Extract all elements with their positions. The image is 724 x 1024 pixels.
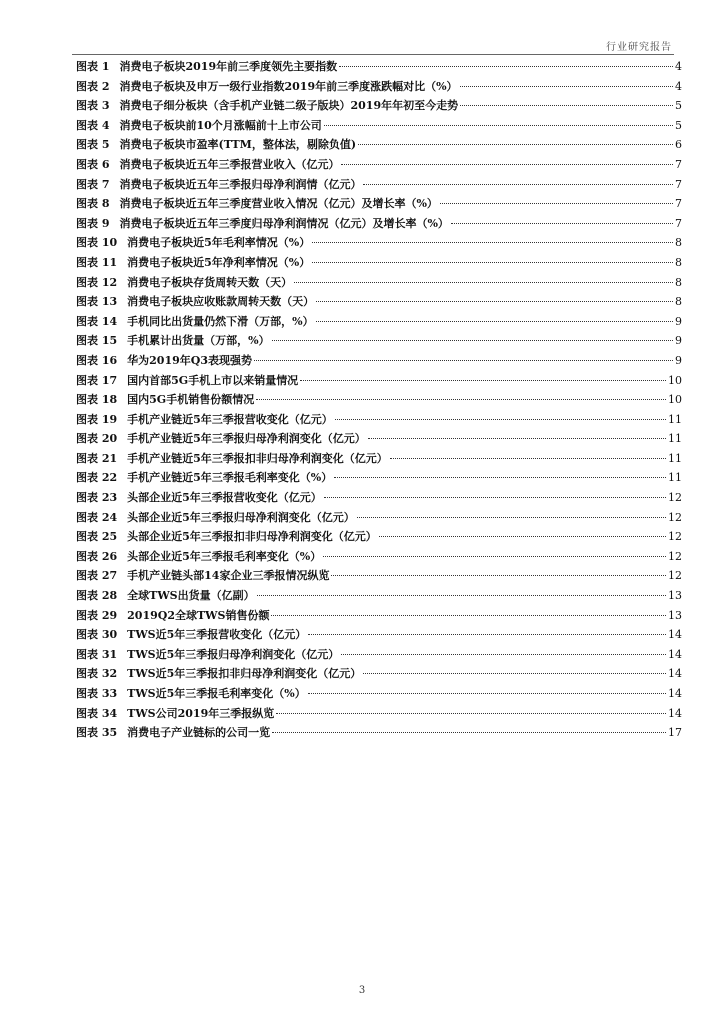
toc-dot-leader xyxy=(312,242,673,243)
toc-entry[interactable] xyxy=(76,254,682,274)
toc-entry-title: 国内首部5G手机上市以来销量情况 xyxy=(127,373,299,387)
toc-dot-leader xyxy=(390,458,666,459)
toc-entry-title: TWS近5年三季报营收变化（亿元） xyxy=(127,628,307,642)
toc-entry-page: 11 xyxy=(668,432,682,446)
toc-dot-leader xyxy=(300,380,666,381)
toc-entry[interactable] xyxy=(76,58,682,78)
toc-dot-leader xyxy=(254,360,673,361)
toc-entry-page: 12 xyxy=(668,549,682,563)
toc-dot-leader xyxy=(331,575,666,576)
toc-entry[interactable] xyxy=(76,78,682,98)
toc-entry-number: 图表 35 xyxy=(76,726,118,740)
toc-entry[interactable] xyxy=(76,176,682,196)
toc-entry-title: TWS近5年三季报归母净利润变化（亿元） xyxy=(127,647,340,661)
toc-entry-number: 图表 6 xyxy=(76,157,110,171)
toc-entry-title: 2019Q2全球TWS销售份额 xyxy=(127,608,270,622)
toc-entry[interactable] xyxy=(76,705,682,725)
toc-entry-title: 国内5G手机销售份额情况 xyxy=(127,393,255,407)
toc-dot-leader xyxy=(363,184,673,185)
toc-dot-leader xyxy=(339,66,673,67)
toc-dot-leader xyxy=(341,654,666,655)
toc-entry[interactable] xyxy=(76,489,682,509)
toc-entry[interactable] xyxy=(76,509,682,529)
toc-dot-leader xyxy=(272,732,666,733)
toc-entry-number: 图表 23 xyxy=(76,491,118,505)
figure-list xyxy=(76,58,682,744)
toc-entry-title: TWS公司2019年三季报纵览 xyxy=(127,706,275,720)
toc-dot-leader xyxy=(316,301,673,302)
toc-entry-page: 8 xyxy=(675,255,682,269)
toc-dot-leader xyxy=(294,282,673,283)
toc-entry-number: 图表 24 xyxy=(76,510,118,524)
toc-dot-leader xyxy=(368,438,666,439)
toc-entry-number: 图表 20 xyxy=(76,432,118,446)
toc-entry-title: 华为2019年Q3表现强势 xyxy=(127,353,252,367)
toc-dot-leader xyxy=(451,223,673,224)
toc-entry-title: 手机产业链近5年三季报归母净利润变化（亿元） xyxy=(127,432,366,446)
toc-dot-leader xyxy=(335,419,666,420)
toc-entry[interactable] xyxy=(76,665,682,685)
toc-entry-page: 7 xyxy=(675,177,682,191)
toc-entry[interactable] xyxy=(76,97,682,117)
toc-entry-page: 12 xyxy=(668,569,682,583)
header-divider xyxy=(72,54,674,55)
toc-entry-page: 7 xyxy=(675,157,682,171)
toc-entry-page: 9 xyxy=(675,353,682,367)
toc-entry[interactable] xyxy=(76,607,682,627)
toc-dot-leader xyxy=(323,556,666,557)
toc-entry-page: 4 xyxy=(675,60,682,73)
toc-entry[interactable] xyxy=(76,587,682,607)
toc-entry-title: 手机产业链近5年三季报毛利率变化（%） xyxy=(127,471,333,485)
toc-dot-leader xyxy=(316,321,673,322)
toc-entry-number: 图表 11 xyxy=(76,255,118,269)
toc-entry-title: 头部企业近5年三季报毛利率变化（%） xyxy=(127,549,322,563)
toc-dot-leader xyxy=(379,536,666,537)
toc-dot-leader xyxy=(334,477,666,478)
toc-entry[interactable] xyxy=(76,411,682,431)
toc-entry-page: 11 xyxy=(668,451,682,465)
toc-entry-page: 7 xyxy=(675,216,682,230)
toc-entry[interactable] xyxy=(76,293,682,313)
toc-dot-leader xyxy=(460,105,673,106)
toc-entry-number: 图表 2 xyxy=(76,79,110,93)
toc-entry-number: 图表 29 xyxy=(76,608,118,622)
toc-dot-leader xyxy=(256,399,666,400)
toc-entry-page: 14 xyxy=(668,667,682,681)
toc-dot-leader xyxy=(271,615,666,616)
toc-entry-page: 5 xyxy=(675,118,682,132)
report-header: 行业研究报告 xyxy=(606,42,672,53)
toc-entry-number: 图表 4 xyxy=(76,118,110,132)
toc-entry[interactable] xyxy=(76,548,682,568)
toc-entry-number: 图表 9 xyxy=(76,216,110,230)
toc-entry-page: 8 xyxy=(675,236,682,250)
toc-entry-title: 消费电子板块市盈率(TTM，整体法，剔除负值) xyxy=(119,138,357,152)
toc-entry-number: 图表 32 xyxy=(76,667,118,681)
toc-entry-number: 图表 14 xyxy=(76,314,118,328)
toc-dot-leader xyxy=(357,517,666,518)
toc-entry-number: 图表 15 xyxy=(76,334,118,348)
toc-entry-title: 消费电子板块2019年前三季度领先主要指数 xyxy=(119,60,338,73)
toc-entry-number: 图表 31 xyxy=(76,647,118,661)
toc-entry[interactable] xyxy=(76,567,682,587)
toc-entry-number: 图表 3 xyxy=(76,99,110,113)
toc-entry-title: 消费电子产业链标的公司一览 xyxy=(127,726,271,740)
toc-entry-page: 10 xyxy=(668,393,682,407)
toc-entry-number: 图表 30 xyxy=(76,628,118,642)
toc-entry-page: 17 xyxy=(668,726,682,740)
toc-entry-number: 图表 26 xyxy=(76,549,118,563)
toc-dot-leader xyxy=(308,693,666,694)
toc-entry-title: 消费电子板块存货周转天数（天） xyxy=(127,275,293,289)
toc-entry-page: 13 xyxy=(668,589,682,603)
toc-entry-page: 8 xyxy=(675,295,682,309)
toc-entry-page: 11 xyxy=(668,412,682,426)
toc-entry-page: 14 xyxy=(668,647,682,661)
toc-entry-title: 手机产业链近5年三季报营收变化（亿元） xyxy=(127,412,333,426)
toc-entry[interactable] xyxy=(76,215,682,235)
toc-entry-title: 消费电子板块应收账款周转天数（天） xyxy=(127,295,315,309)
toc-entry-title: 消费电子板块前10个月涨幅前十上市公司 xyxy=(119,118,322,132)
toc-entry[interactable] xyxy=(76,136,682,156)
toc-entry-title: 消费电子板块近五年三季度归母净利润情况（亿元）及增长率（%） xyxy=(119,216,449,230)
toc-entry-number: 图表 22 xyxy=(76,471,118,485)
toc-entry[interactable] xyxy=(76,724,682,744)
toc-entry[interactable] xyxy=(76,234,682,254)
toc-entry[interactable] xyxy=(76,156,682,176)
toc-entry-number: 图表 7 xyxy=(76,177,110,191)
toc-entry[interactable] xyxy=(76,195,682,215)
toc-entry-title: 消费电子板块近五年三季报营业收入（亿元） xyxy=(119,157,340,171)
toc-entry-page: 13 xyxy=(668,608,682,622)
toc-entry[interactable] xyxy=(76,450,682,470)
toc-entry-number: 图表 1 xyxy=(76,60,110,73)
toc-entry[interactable] xyxy=(76,469,682,489)
toc-dot-leader xyxy=(324,497,666,498)
page-number: 3 xyxy=(358,985,366,996)
toc-entry-number: 图表 12 xyxy=(76,275,118,289)
toc-dot-leader xyxy=(460,86,673,87)
toc-entry[interactable] xyxy=(76,391,682,411)
toc-entry-number: 图表 27 xyxy=(76,569,118,583)
toc-entry-title: 消费电子板块近5年净利率情况（%） xyxy=(127,255,311,269)
toc-entry-number: 图表 25 xyxy=(76,530,118,544)
toc-entry-title: 消费电子细分板块（含手机产业链二级子版块）2019年年初至今走势 xyxy=(119,99,459,113)
toc-entry-page: 10 xyxy=(668,373,682,387)
toc-entry-number: 图表 18 xyxy=(76,393,118,407)
toc-entry-page: 12 xyxy=(668,530,682,544)
toc-entry[interactable] xyxy=(76,313,682,333)
toc-entry[interactable] xyxy=(76,332,682,352)
toc-entry-title: 手机同比出货量仍然下滑（万部，%） xyxy=(127,314,314,328)
toc-entry-title: 消费电子板块近5年毛利率情况（%） xyxy=(127,236,311,250)
toc-entry-number: 图表 19 xyxy=(76,412,118,426)
toc-entry-title: 手机累计出货量（万部，%） xyxy=(127,334,270,348)
toc-entry-number: 图表 8 xyxy=(76,197,110,211)
toc-entry-title: 消费电子板块及申万一级行业指数2019年前三季度涨跌幅对比（%） xyxy=(119,79,458,93)
toc-entry[interactable] xyxy=(76,528,682,548)
toc-dot-leader xyxy=(324,125,673,126)
toc-entry-page: 9 xyxy=(675,334,682,348)
toc-entry-title: 头部企业近5年三季报营收变化（亿元） xyxy=(127,491,322,505)
toc-entry-number: 图表 17 xyxy=(76,373,118,387)
toc-entry-page: 14 xyxy=(668,687,682,700)
toc-dot-leader xyxy=(257,595,666,596)
toc-entry-title: 手机产业链头部14家企业三季报情况纵览 xyxy=(127,569,330,583)
toc-entry-number: 图表 28 xyxy=(76,589,118,603)
toc-entry-number: 图表 34 xyxy=(76,706,118,720)
toc-entry-number: 图表 5 xyxy=(76,138,110,152)
toc-dot-leader xyxy=(312,262,673,263)
toc-entry-page: 8 xyxy=(675,275,682,289)
toc-entry-page: 12 xyxy=(668,510,682,524)
toc-entry[interactable] xyxy=(76,646,682,666)
toc-entry[interactable] xyxy=(76,685,682,705)
toc-entry-title: 全球TWS出货量（亿副） xyxy=(127,589,255,603)
toc-entry-page: 6 xyxy=(675,138,682,152)
toc-entry-title: 头部企业近5年三季报归母净利润变化（亿元） xyxy=(127,510,355,524)
toc-entry[interactable] xyxy=(76,430,682,450)
toc-entry-page: 5 xyxy=(675,99,682,113)
toc-entry-title: TWS近5年三季报扣非归母净利润变化（亿元） xyxy=(127,667,362,681)
toc-entry-title: 手机产业链近5年三季报扣非归母净利润变化（亿元） xyxy=(127,451,388,465)
toc-entry-title: 消费电子板块近五年三季度营业收入情况（亿元）及增长率（%） xyxy=(119,197,438,211)
toc-entry-number: 图表 33 xyxy=(76,687,118,700)
toc-dot-leader xyxy=(308,634,666,635)
toc-dot-leader xyxy=(272,340,673,341)
toc-dot-leader xyxy=(440,203,673,204)
toc-dot-leader xyxy=(341,164,673,165)
toc-entry-page: 4 xyxy=(675,79,682,93)
toc-entry[interactable] xyxy=(76,352,682,372)
toc-dot-leader xyxy=(363,673,666,674)
toc-entry-page: 9 xyxy=(675,314,682,328)
toc-entry-page: 7 xyxy=(675,197,682,211)
toc-entry-page: 12 xyxy=(668,491,682,505)
toc-entry-page: 14 xyxy=(668,628,682,642)
toc-entry-number: 图表 13 xyxy=(76,295,118,309)
toc-entry-title: TWS近5年三季报毛利率变化（%） xyxy=(127,687,306,700)
toc-entry[interactable] xyxy=(76,117,682,137)
toc-entry-number: 图表 10 xyxy=(76,236,118,250)
toc-entry[interactable] xyxy=(76,372,682,392)
toc-entry-page: 14 xyxy=(668,706,682,720)
toc-entry[interactable] xyxy=(76,274,682,294)
toc-entry-number: 图表 21 xyxy=(76,451,118,465)
toc-entry-title: 头部企业近5年三季报扣非归母净利润变化（亿元） xyxy=(127,530,377,544)
toc-entry-page: 11 xyxy=(668,471,682,485)
toc-entry-title: 消费电子板块近五年三季报归母净利润情（亿元） xyxy=(119,177,362,191)
toc-entry-number: 图表 16 xyxy=(76,353,118,367)
toc-entry[interactable] xyxy=(76,626,682,646)
toc-dot-leader xyxy=(276,713,666,714)
toc-dot-leader xyxy=(358,144,673,145)
